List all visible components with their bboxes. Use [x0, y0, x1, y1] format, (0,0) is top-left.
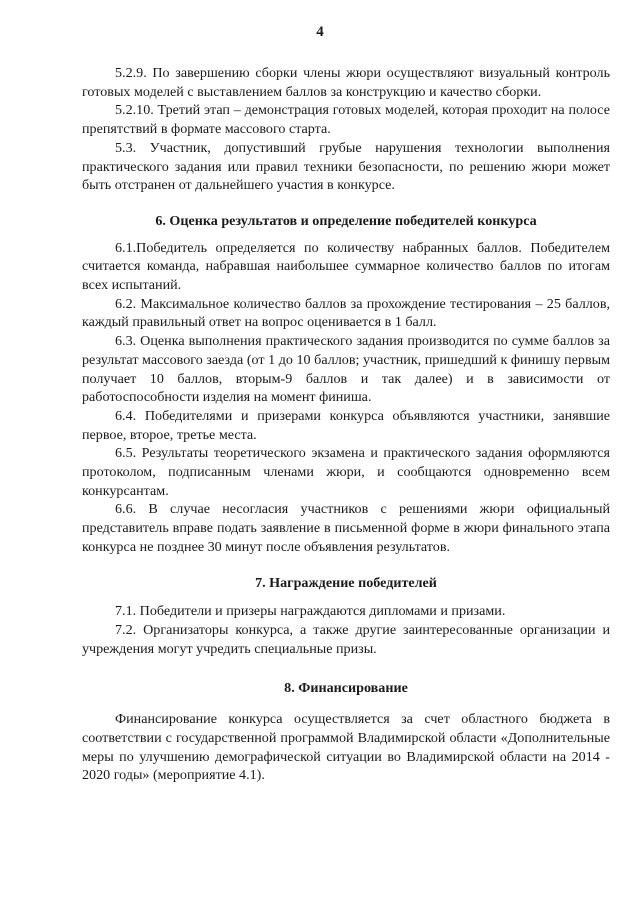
section-7-heading: 7. Награждение победителей — [255, 574, 437, 591]
paragraph-7-2: 7.2. Организаторы конкурса, а также другие заинтересованные организации и учреждения могут учредить специальные призы. — [82, 621, 610, 657]
paragraph-6-2: 6.2. Максимальное количество баллов за прохождение тестирования – 25 баллов, каждый правильный ответ на вопрос оценивается в 1 балл. — [82, 295, 610, 331]
paragraph-6-5: 6.5. Результаты теоретического экзамена и практического задания оформляются протоколом, подписанным членами жюри, и сообщаются одновременно всем конкурсантам. — [82, 445, 610, 499]
paragraph-6-3: 6.3. Оценка выполнения практического задания производится по сумме баллов за результат массового заезда (от 1 до 10 баллов; участник, пришедший к финишу первым получает 10 баллов, вторым-9 баллов и так далее) и в зависимости от работоспособности изделия на момент финиша. — [82, 333, 610, 406]
section-8-heading: 8. Финансирование — [284, 680, 408, 697]
paragraph-6-1: 6.1.Победитель определяется по количеству набранных баллов. Победителем считается команда, набравшая наибольшее суммарное количество баллов по итогам всех испытаний. — [82, 239, 610, 294]
paragraph-5-3: 5.3. Участник, допустивший грубые нарушения технологии выполнения практического задания или правил техники безопасности, по решению жюри может быть отстранен от дальнейшего участия в конкурсе. — [82, 139, 610, 194]
paragraph-5-2-9: 5.2.9. По завершению сборки члены жюри осуществляют визуальный контроль готовых моделей с выставлением баллов за конструкцию и качество сборки. — [82, 65, 610, 100]
paragraph-8: Финансирование конкурса осуществляется за счет областного бюджета в соответствии с государственной программой Владимирской области «Дополнительные меры по улучшению демографической ситуации во Владимирской области на 2014 - 2020 годы» (мероприятие 4.1). — [82, 711, 610, 784]
paragraph-5-2-10: 5.2.10. Третий этап – демонстрация готовых моделей, которая проходит на полосе препятствий в формате массового старта. — [82, 102, 610, 138]
paragraph-6-6: 6.6. В случае несогласия участников с решениями жюри официальный представитель вправе подать заявление в письменной форме в жюри финального этапа конкурса не позднее 30 минут после объявления результатов. — [82, 501, 610, 555]
paragraph-7-1: 7.1. Победители и призеры награждаются дипломами и призами. — [115, 603, 506, 620]
document-body — [82, 64, 610, 785]
page-number: 4 — [316, 24, 324, 40]
section-6-heading: 6. Оценка результатов и определение победителей конкурса — [155, 212, 537, 229]
paragraph-6-4: 6.4. Победителями и призерами конкурса объявляются участники, занявшие первое, второе, третье места. — [82, 407, 610, 443]
